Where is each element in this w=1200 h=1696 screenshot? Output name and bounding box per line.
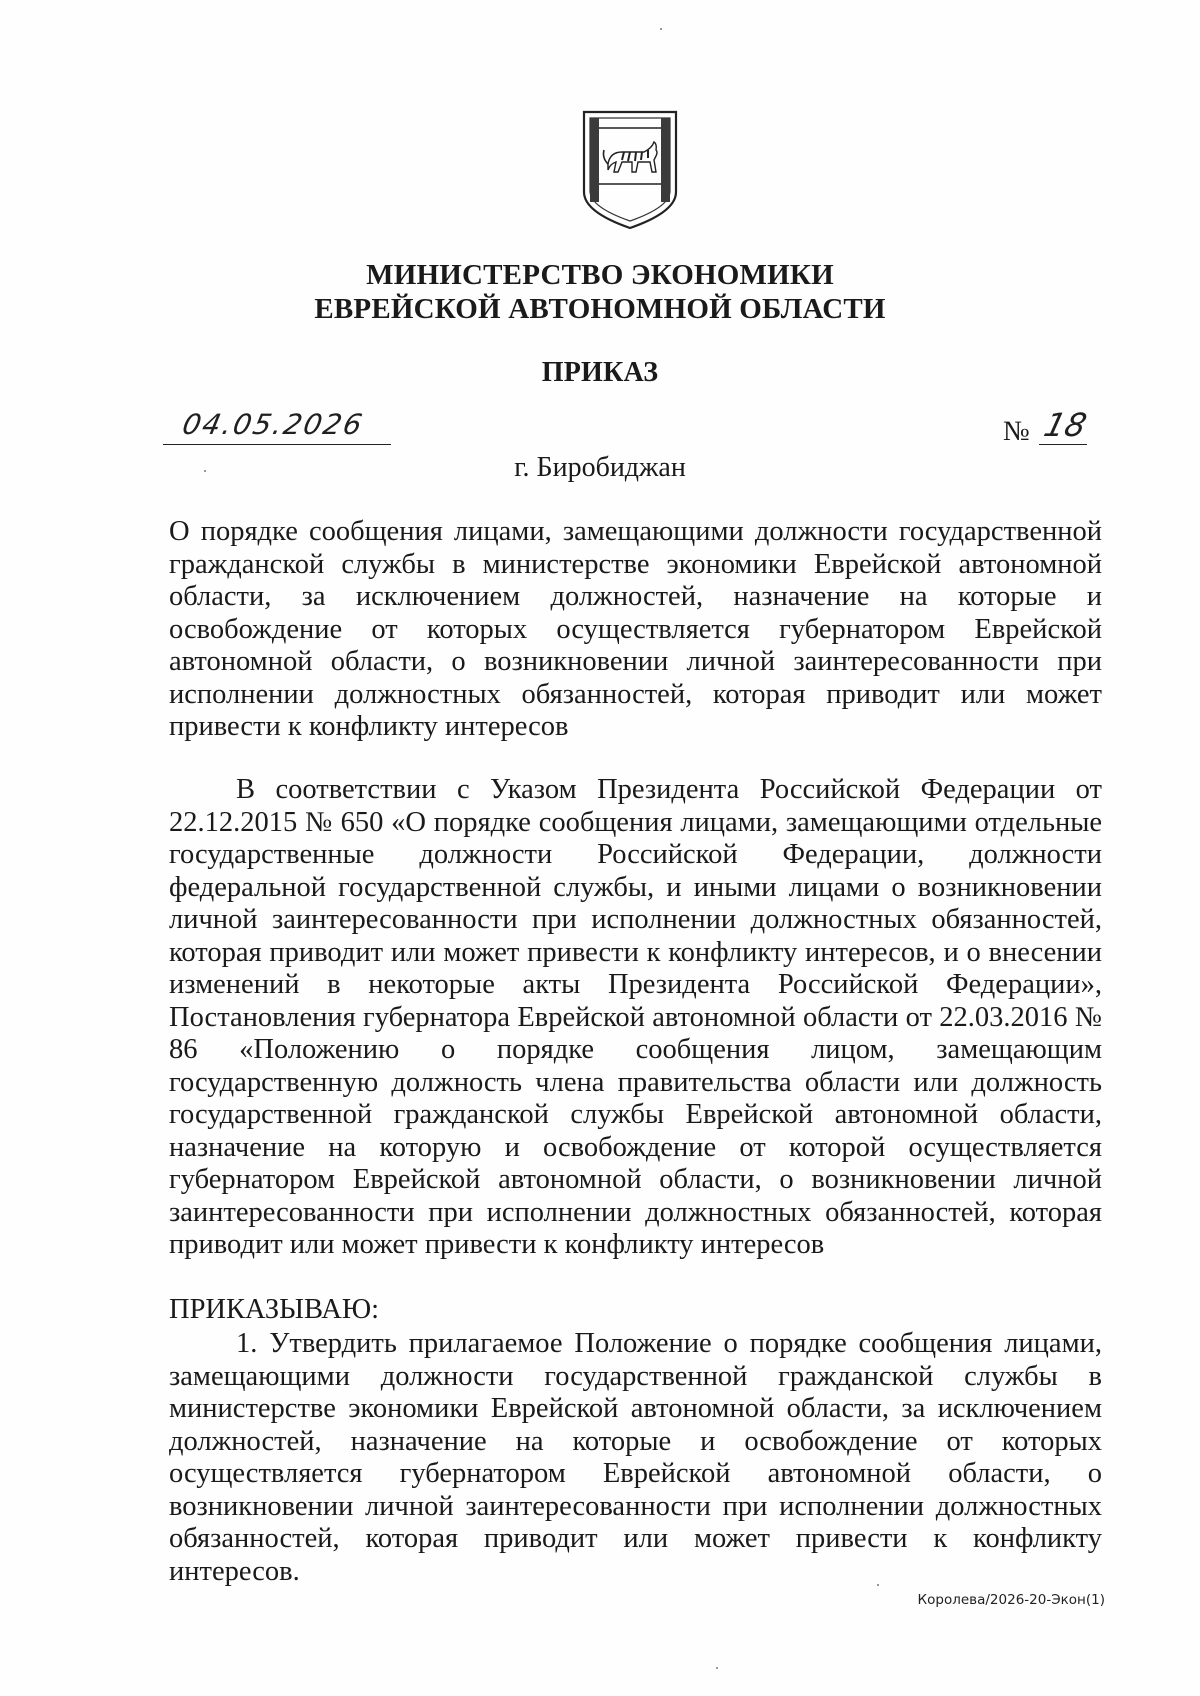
number-label: № [1003,416,1030,447]
order-keyword: ПРИКАЗЫВАЮ: [169,1294,380,1325]
scan-speck [716,1667,718,1669]
date-field [163,408,391,445]
scan-speck [660,28,662,30]
ministry-line-1: МИНИСТЕРСТВО ЭКОНОМИКИ [366,259,834,291]
number-field [1003,406,1093,447]
document-type: ПРИКАЗ [541,357,659,388]
number-underline [1039,444,1087,445]
scan-speck [204,470,206,472]
handwritten-number: 18 [1040,406,1091,444]
legal-basis-paragraph: В соответствии с Указом Президента Российской Федерации от 22.12.2015 № 650 «О порядке сообщения лицами, замещающими отдельные государственные должности Российской Федерации, должности федеральной государственной службы, и иными лицами о возникновении личной заинтересованности при исполнении должностных обязанностей, которая приводит или может привести к конфликту интересов, и о внесении изменений в некоторые акты Президента Российской Федерации», Постановления губернатора Еврейской автономной области от 22.03.2016 № 86 «Положению о порядке сообщения лицом, замещающим государственную должность члена правительства области или должность государственной гражданской службы Еврейской автономной области, назначение на которую и освобождение от которой осуществляется губернатором Еврейской автономной области, о возникновении личной заинтересованности при исполнении должностных обязанностей, которая приводит или может привести к конфликту интересов [169,774,1102,1260]
coat-of-arms-tiger-icon [578,108,682,232]
handwritten-date: 04.05.2026 [179,408,367,441]
order-title-paragraph: О порядке сообщения лицами, замещающими должности государственной гражданской службы в министерстве экономики Еврейской автономной области, за исключением должностей, назначение на которые и освобождение от которых осуществляется губернатором Еврейской автономной области, о возникновении личной заинтересованности при исполнении должностных обязанностей, которая приводит или может привести к конфликту интересов [169,516,1102,742]
document-reference: Королева/2026-20-Экон(1) [917,1592,1105,1608]
ministry-line-2: ЕВРЕЙСКОЙ АВТОНОМНОЙ ОБЛАСТИ [314,293,886,325]
order-item-1: 1. Утвердить прилагаемое Положение о порядке сообщения лицами, замещающими должности государственной гражданской службы в министерстве экономики Еврейской автономной области, за исключением должностей, назначение на которые и освобождение от которых осуществляется губернатором Еврейской автономной области, о возникновении личной заинтересованности при исполнении должностных обязанностей, которая приводит или может привести к конфликту интересов. [169,1328,1102,1587]
scan-speck [877,1584,879,1586]
city-name: г. Биробиджан [514,452,686,483]
ministry-name [0,258,1200,326]
